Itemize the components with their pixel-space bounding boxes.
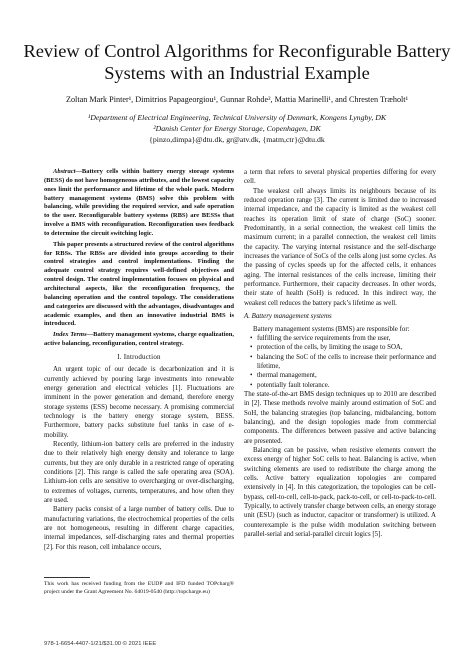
abstract-paragraph-1	[44, 168, 234, 239]
list-item: • potentially fault tolerance.	[250, 381, 436, 390]
affiliation-2: ²Danish Center for Energy Storage, Copenhagen, DK	[153, 124, 321, 133]
section-heading-introduction: I. Introduction	[117, 352, 161, 361]
right-paragraph-3: The state-of-the-art BMS design techniques up to 2010 are described in [2]. These methods revolve mainly around estimation of SoC and SoH, the balancing strategies (top balancing, midbalancing, bottom balancing), and the design topologies made from commercial components. The differences between passive and active balancing are presented.	[244, 390, 436, 445]
right-paragraph-0: a term that refers to several physical properties differing for every cell.	[244, 169, 436, 186]
index-terms-label: Index Terms	[53, 331, 87, 339]
abstract-label: Abstract	[53, 168, 76, 175]
right-paragraph-2: Battery management systems (BMS) are responsible for:	[253, 325, 410, 333]
index-terms	[44, 331, 234, 349]
paper-title: Review of Control Algorithms for Reconfigurable Battery Systems with an Industrial Example	[23, 41, 451, 83]
left-column	[44, 168, 234, 552]
list-item: • thermal management,	[250, 371, 436, 380]
affiliations	[20, 112, 454, 145]
footnote-rule	[44, 577, 90, 578]
index-terms-text: —Battery management systems, charge equalization, active balancing, reconfiguration, control strategy.	[44, 331, 235, 348]
right-paragraph-1: The weakest cell always limits its neighbours because of its reduced operation range [3]. The current is limited due to increased internal impedance, and the capacity is limited as the weakest cell reaches its operation limit of state of charge (SoC) sooner. Predominantly, in a serial connection, the weakest cell limits the maximum current; in a parallel connection, the weakest cell limits the capacity. The varying internal resistance and the self-discharge increases the variance of SoCs of the cells along just some cycles. As the passing of cycles speeds up for the affected cells, it enhances aging. The internal resistances of the cells increase, limiting their performance. Furthermore, their capacity decreases. In other words, their state of health (SoH) is reduced. In this indirect way, the weakest cell reduces the battery pack’s lifetime as well.	[244, 187, 436, 307]
intro-paragraph-2: Recently, lithium-ion battery cells are preferred in the industry due to their relatively high energy density and tolerance to large currents, but they are only durable in a restricted range of operating conditions [2]. This range is called the safe operating area (SOA). Lithium-ion cells are sensitive to overcharging or over-discharging, to extremes of voltages, currents, temperatures, and how often they are used.	[44, 440, 234, 505]
intro-paragraph-3: Battery packs consist of a large number of battery cells. Due to manufacturing variations, the electrochemical properties of the cells are not homogeneous, resulting in different charge capacities, internal impedances, self-discharging rates and thermal properties [2]. For this reason, cell imbalance occurs,	[44, 506, 234, 551]
funding-footnote: This work has received funding from the EUDP and IFD funded TOPcharg® project under the Grant Agreement No. 64019-0540 (http://topcharge.eu)	[44, 581, 234, 595]
right-column	[244, 168, 436, 539]
copyright-notice: 978-1-6654-4407-1/21/$31.00 © 2021 IEEE	[44, 641, 157, 647]
list-item: • balancing the SoC of the cells to increase their performance and lifetime,	[250, 353, 436, 372]
list-item: • protection of the cells, by limiting the usage to SOA,	[250, 343, 436, 352]
right-paragraph-4: Balancing can be passive, when resistive elements convert the excess energy of higher SoC cells to heat. Balancing is active, when switching elements are used to redistribute the charge among the cells. Active battery equalization topologies are compared extensively in [4]. In this categorization, the topologies can be cell-bypass, cell-to-cell, cell-to-pack, pack-to-cell, or cell-to-pack-to-cell. Typically, to actively transfer charge between cells, an energy storage unit (ESU) (such as inductor, capacitor or transformer) is utilized. A counterexample is the pulse width modulation switching between parallel-serial and serial-parallel circuit logics [5].	[244, 446, 436, 539]
intro-paragraph-1: An urgent topic of our decade is decarbonization and it is currently achieved by pouring large investments into renewable energy generation and electrical vehicles [1]. Fluctuations are imminent in the power generation and demand, therefore energy storage systems (ESS) become necessary. A promising commercial technology is the battery energy storage system, BESS. Furthermore, battery packs substitute fuel tanks in case of e-mobility.	[44, 366, 234, 439]
abstract-paragraph-2: This paper presents a structured review of the control algorithms for RBSs. The RBSs are divided into groups according to their control strategies and control implementations. Finding the adequate control strategy requires well-defined objectives and control design. The control implementation focuses on physical and architectural aspects, like the reconfiguration frequency, the balancing operation and the control topology. The considerations and categories are discussed with the advantages, disadvantages and academic examples, and then an innovative industrial BMS is introduced.	[44, 240, 234, 328]
author-emails: {pinzo,dimpa}@dtu.dk, gr@atv.dk, {matm,ctr}@dtu.dk	[149, 135, 325, 144]
bms-responsibility-list	[244, 334, 436, 390]
abstract-text-1: —Battery cells within battery energy storage systems (BESS) do not have homogeneous attributes, and the lowest capacity ones limit the performance and lifetime of the whole pack. Modern battery management systems (BMS) solve this problem with balancing, while providing the required service, and safe operation to the user. Reconfigurable battery systems (RBS) are BESSs that involve a BMS with reconfiguration. Reconfiguration uses feedback to determine the circuit switching logic.	[44, 168, 234, 237]
affiliation-1: ¹Department of Electrical Engineering, Technical University of Denmark, Kongens Lyngby, DK	[87, 113, 387, 122]
subsection-heading-bms: A. Battery management systems	[244, 313, 332, 321]
list-item: • fulfilling the service requirements from the user,	[250, 334, 436, 343]
author-list: Zoltan Mark Pinter¹, Dimitrios Papageorgiou¹, Gunnar Rohde², Mattia Marinelli¹, and Chresten Træholt¹	[65, 95, 409, 104]
